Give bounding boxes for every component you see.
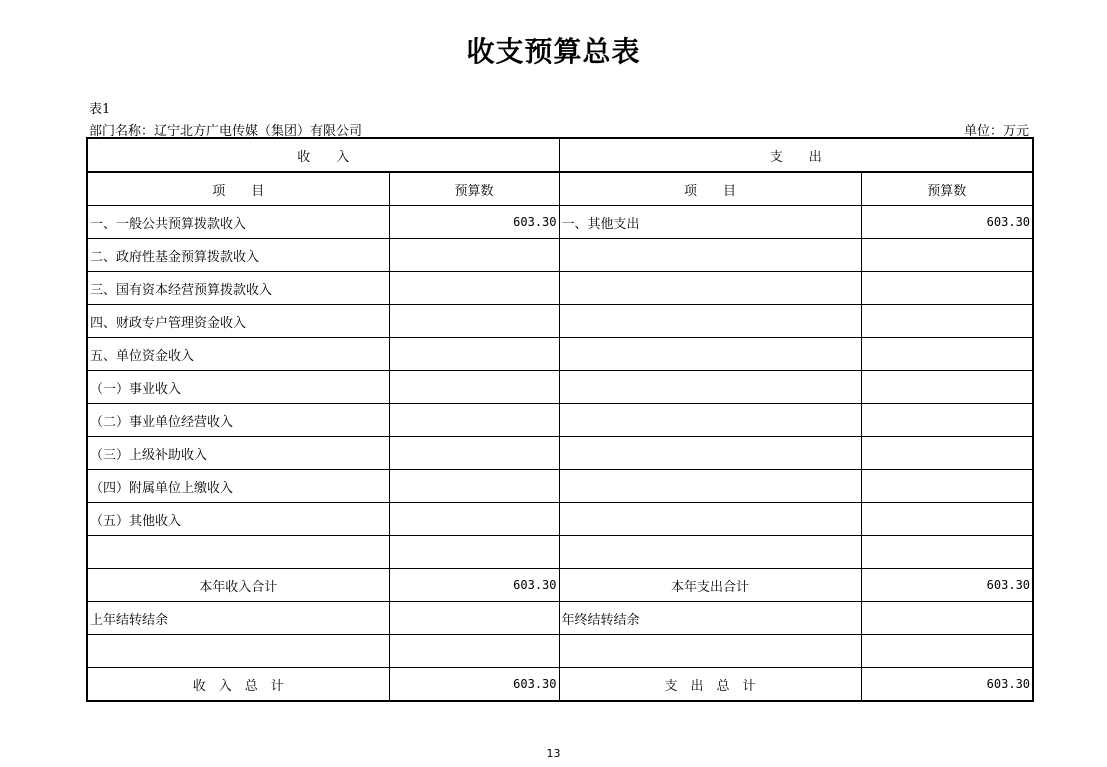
income-year-total-value: 603.30 [389,569,559,602]
income-value-cell [389,239,559,272]
expense-value-cell [861,239,1033,272]
table-row [87,338,1033,371]
carry-over-row [87,602,1033,635]
expense-item-cell [559,536,861,569]
expense-value-cell [861,338,1033,371]
unit-label: 单位：万元 [963,124,1029,139]
expense-item-header: 项 目 [559,172,861,206]
expense-value-cell [861,470,1033,503]
expense-item-cell [559,437,861,470]
expense-value-cell [861,371,1033,404]
income-budget-header: 预算数 [389,172,559,206]
income-value-cell [389,404,559,437]
income-item-cell: 四、财政专户管理资金收入 [87,305,389,338]
carry-in-value [389,602,559,635]
income-grand-total-value: 603.30 [389,668,559,702]
expense-value-cell [861,536,1033,569]
table-body [87,206,1033,569]
income-item-cell: （五）其他收入 [87,503,389,536]
table-row [87,239,1033,272]
income-item-cell: （二）事业单位经营收入 [87,404,389,437]
table-row [87,503,1033,536]
table-row [87,437,1033,470]
expense-budget-header: 预算数 [861,172,1033,206]
expense-value-cell [861,437,1033,470]
income-year-total-label: 本年收入合计 [87,569,389,602]
expense-year-total-label: 本年支出合计 [559,569,861,602]
income-value-cell [389,536,559,569]
expense-item-cell [559,272,861,305]
empty-row [87,635,1033,668]
income-item-cell: 五、单位资金收入 [87,338,389,371]
expense-value-cell [861,404,1033,437]
income-value-cell [389,371,559,404]
expense-item-cell [559,371,861,404]
income-grand-total-label: 收 入 总 计 [87,668,389,702]
department-name: 部门名称：辽宁北方广电传媒（集团）有限公司 [89,124,363,139]
table-row [87,536,1033,569]
income-value-cell [389,272,559,305]
expense-section-header: 支 出 [559,138,1033,172]
income-item-cell: 一、一般公共预算拨款收入 [87,206,389,239]
income-item-header: 项 目 [87,172,389,206]
expense-grand-total-value: 603.30 [861,668,1033,702]
table-row [87,371,1033,404]
income-value-cell [389,437,559,470]
expense-item-cell [559,239,861,272]
expense-item-cell [559,305,861,338]
expense-item-cell: 一、其他支出 [559,206,861,239]
income-item-cell: （四）附属单位上缴收入 [87,470,389,503]
page-title: 收支预算总表 [466,35,641,68]
carry-out-label: 年终结转结余 [559,602,861,635]
table-row [87,404,1033,437]
income-item-cell: （三）上级补助收入 [87,437,389,470]
income-section-header: 收 入 [87,138,559,172]
income-item-cell [87,536,389,569]
header-row-sections [87,138,1033,172]
income-item-cell: 二、政府性基金预算拨款收入 [87,239,389,272]
expense-value-cell [861,305,1033,338]
table-row [87,470,1033,503]
expense-value-cell: 603.30 [861,206,1033,239]
income-value-cell [389,305,559,338]
table-row [87,206,1033,239]
expense-item-cell [559,338,861,371]
empty-cell [559,635,861,668]
header-row-columns [87,172,1033,206]
year-total-row [87,569,1033,602]
expense-year-total-value: 603.30 [861,569,1033,602]
income-value-cell [389,338,559,371]
income-item-cell: （一）事业收入 [87,371,389,404]
empty-cell [861,635,1033,668]
expense-item-cell [559,503,861,536]
empty-cell [87,635,389,668]
budget-table [86,137,1034,702]
empty-cell [389,635,559,668]
income-value-cell: 603.30 [389,206,559,239]
expense-item-cell [559,470,861,503]
income-value-cell [389,503,559,536]
income-value-cell [389,470,559,503]
grand-total-row [87,668,1033,702]
income-item-cell: 三、国有资本经营预算拨款收入 [87,272,389,305]
table-row [87,272,1033,305]
carry-in-label: 上年结转结余 [87,602,389,635]
expense-item-cell [559,404,861,437]
expense-value-cell [861,272,1033,305]
carry-out-value [861,602,1033,635]
table-number: 表1 [89,102,111,117]
page-number: 13 [546,747,561,760]
expense-grand-total-label: 支 出 总 计 [559,668,861,702]
expense-value-cell [861,503,1033,536]
table-row [87,305,1033,338]
